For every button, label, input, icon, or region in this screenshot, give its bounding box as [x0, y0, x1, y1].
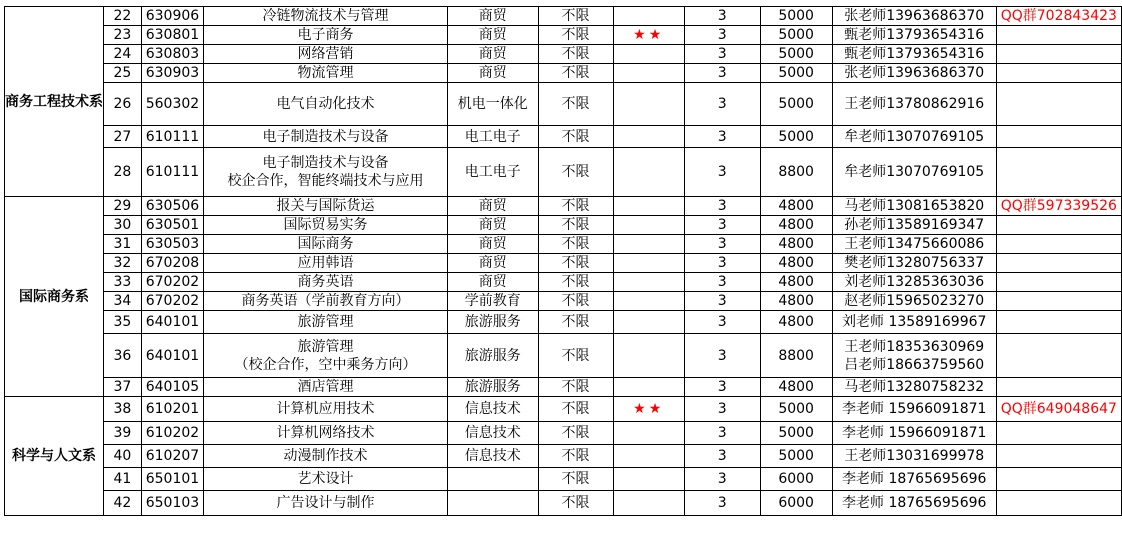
- major-name: [204, 216, 448, 235]
- study-years: 3: [684, 378, 760, 397]
- category: 信息技术: [447, 445, 538, 468]
- enrollment-limit: 不限: [538, 334, 613, 378]
- table-row: [5, 311, 1122, 334]
- department-cell: 科学与人文系: [5, 397, 104, 516]
- row-number: 42: [104, 491, 142, 516]
- contact-line: 吕老师18663759560: [844, 356, 985, 373]
- rating-stars: [613, 292, 684, 311]
- major-name-line: 物流管理: [297, 65, 354, 81]
- major-name-line: 电子商务: [297, 27, 354, 43]
- qq-group: [996, 334, 1121, 378]
- study-years: 3: [684, 397, 760, 422]
- contact-line: 赵老师15965023270: [844, 293, 985, 309]
- major-code: 610201: [141, 397, 203, 422]
- major-code: 640101: [141, 334, 203, 378]
- row-number: 31: [104, 235, 142, 254]
- tuition-fee: 6000: [760, 468, 832, 491]
- category: [447, 491, 538, 516]
- major-name-line: 校企合作，智能终端技术与应用: [227, 173, 424, 189]
- row-number: 24: [104, 45, 142, 64]
- tuition-fee: 5000: [760, 126, 832, 148]
- study-years: 3: [684, 254, 760, 273]
- contact-line: 牟老师13070769105: [844, 128, 985, 145]
- contact-teacher: [832, 292, 996, 311]
- contact-teacher: [832, 334, 996, 378]
- row-number: 30: [104, 216, 142, 235]
- rating-stars: [613, 148, 684, 197]
- table-row: [5, 254, 1122, 273]
- contact-line: 李老师 15966091871: [842, 425, 987, 441]
- contact-line: 孙老师13589169347: [844, 217, 985, 233]
- table-row: [5, 235, 1122, 254]
- contact-teacher: [832, 254, 996, 273]
- category: 商贸: [447, 197, 538, 216]
- contact-teacher: [832, 397, 996, 422]
- qq-group: [996, 216, 1121, 235]
- category: 信息技术: [447, 397, 538, 422]
- table-row: [5, 422, 1122, 445]
- table-row: [5, 64, 1122, 83]
- qq-group: [996, 235, 1121, 254]
- rating-stars: [613, 273, 684, 292]
- contact-teacher: [832, 126, 996, 148]
- rating-stars: [613, 334, 684, 378]
- contact-line: 刘老师13285363036: [844, 274, 985, 290]
- category: 商贸: [447, 235, 538, 254]
- category: 商贸: [447, 254, 538, 273]
- contact-line: 王老师13780862916: [844, 96, 985, 112]
- major-name-line: 国际商务: [297, 236, 354, 252]
- major-name-line: 网络营销: [297, 46, 354, 62]
- contact-teacher: [832, 235, 996, 254]
- contact-line: 李老师 15966091871: [842, 401, 987, 417]
- row-number: 32: [104, 254, 142, 273]
- enrollment-limit: 不限: [538, 45, 613, 64]
- tuition-fee: 5000: [760, 7, 832, 26]
- major-name: [204, 7, 448, 26]
- category: 商贸: [447, 7, 538, 26]
- table-row: [5, 26, 1122, 45]
- contact-teacher: [832, 216, 996, 235]
- table-row: [5, 45, 1122, 64]
- table-row: [5, 126, 1122, 148]
- major-name: [204, 378, 448, 397]
- enrollment-limit: 不限: [538, 468, 613, 491]
- row-number: 34: [104, 292, 142, 311]
- row-number: 41: [104, 468, 142, 491]
- department-cell: 商务工程技术系: [5, 7, 104, 197]
- qq-group: [996, 26, 1121, 45]
- study-years: 3: [684, 235, 760, 254]
- department-cell: 国际商务系: [5, 197, 104, 397]
- enrollment-limit: 不限: [538, 422, 613, 445]
- major-name: [204, 491, 448, 516]
- major-name: [204, 45, 448, 64]
- enrollment-limit: 不限: [538, 235, 613, 254]
- tuition-fee: 4800: [760, 235, 832, 254]
- row-number: 23: [104, 26, 142, 45]
- contact-teacher: [832, 45, 996, 64]
- major-name-line: 报关与国际货运: [276, 198, 375, 214]
- tuition-fee: 5000: [760, 26, 832, 45]
- enrollment-limit: 不限: [538, 216, 613, 235]
- contact-teacher: [832, 378, 996, 397]
- contact-line: 李老师 18765695696: [842, 471, 987, 487]
- table-row: [5, 83, 1122, 126]
- major-code: 610202: [141, 422, 203, 445]
- qq-group: QQ群649048647: [996, 397, 1121, 422]
- enrollment-limit: 不限: [538, 83, 613, 126]
- major-code: 630503: [141, 235, 203, 254]
- study-years: 3: [684, 216, 760, 235]
- major-code: 630801: [141, 26, 203, 45]
- row-number: 28: [104, 148, 142, 197]
- qq-group: [996, 45, 1121, 64]
- qq-group: QQ群597339526: [996, 197, 1121, 216]
- enrollment-limit: 不限: [538, 197, 613, 216]
- tuition-fee: 5000: [760, 397, 832, 422]
- row-number: 25: [104, 64, 142, 83]
- study-years: 3: [684, 491, 760, 516]
- qq-group: [996, 64, 1121, 83]
- rating-stars: ★★: [613, 397, 684, 422]
- contact-line: 马老师13081653820: [844, 198, 985, 214]
- contact-teacher: [832, 148, 996, 197]
- category: 旅游服务: [447, 334, 538, 378]
- qq-group: QQ群702843423: [996, 7, 1121, 26]
- major-code: 630906: [141, 7, 203, 26]
- rating-stars: [613, 216, 684, 235]
- category: 商贸: [447, 273, 538, 292]
- major-name-line: 应用韩语: [297, 255, 354, 271]
- table-row: [5, 468, 1122, 491]
- contact-teacher: [832, 273, 996, 292]
- contact-line: 牟老师13070769105: [844, 164, 985, 180]
- qq-group: [996, 491, 1121, 516]
- category: 信息技术: [447, 422, 538, 445]
- major-name: [204, 235, 448, 254]
- major-name: [204, 83, 448, 126]
- table-row: [5, 445, 1122, 468]
- row-number: 36: [104, 334, 142, 378]
- study-years: 3: [684, 197, 760, 216]
- rating-stars: [613, 126, 684, 148]
- study-years: 3: [684, 334, 760, 378]
- enrollment-limit: 不限: [538, 26, 613, 45]
- major-name-line: 计算机网络技术: [276, 425, 375, 441]
- row-number: 37: [104, 378, 142, 397]
- table-row: [5, 7, 1122, 26]
- major-name-line: 酒店管理: [297, 379, 354, 395]
- contact-line: 马老师13280758232: [844, 379, 985, 395]
- enrollment-limit: 不限: [538, 7, 613, 26]
- table-row: [5, 148, 1122, 197]
- contact-line: 张老师13963686370: [844, 8, 985, 24]
- enrollment-limit: 不限: [538, 378, 613, 397]
- major-name: [204, 197, 448, 216]
- study-years: 3: [684, 273, 760, 292]
- qq-group: [996, 422, 1121, 445]
- contact-teacher: [832, 197, 996, 216]
- qq-group: [996, 311, 1121, 334]
- major-code: 610111: [141, 126, 203, 148]
- major-name: [204, 64, 448, 83]
- enrollment-limit: 不限: [538, 148, 613, 197]
- tuition-fee: 4800: [760, 311, 832, 334]
- row-number: 29: [104, 197, 142, 216]
- qq-group: [996, 468, 1121, 491]
- major-code: 650103: [141, 491, 203, 516]
- tuition-fee: 5000: [760, 64, 832, 83]
- major-name: [204, 292, 448, 311]
- rating-stars: [613, 445, 684, 468]
- tuition-fee: 5000: [760, 445, 832, 468]
- tuition-fee: 4800: [760, 273, 832, 292]
- category: [447, 468, 538, 491]
- contact-line: 甄老师13793654316: [844, 46, 985, 62]
- tuition-fee: 5000: [760, 83, 832, 126]
- qq-group: [996, 126, 1121, 148]
- qq-group: [996, 273, 1121, 292]
- contact-teacher: [832, 7, 996, 26]
- table-row: [5, 216, 1122, 235]
- rating-stars: [613, 378, 684, 397]
- table-body: [5, 7, 1122, 516]
- major-code: 630903: [141, 64, 203, 83]
- category: 商贸: [447, 45, 538, 64]
- major-code: 630506: [141, 197, 203, 216]
- rating-stars: [613, 197, 684, 216]
- study-years: 3: [684, 422, 760, 445]
- major-name-line: 电子制造技术与设备: [262, 155, 389, 171]
- table-row: [5, 292, 1122, 311]
- qq-group: [996, 254, 1121, 273]
- study-years: 3: [684, 292, 760, 311]
- category: 商贸: [447, 26, 538, 45]
- major-name: [204, 148, 448, 197]
- major-name-line: 冷链物流技术与管理: [262, 8, 389, 24]
- major-name: [204, 26, 448, 45]
- study-years: 3: [684, 26, 760, 45]
- contact-teacher: [832, 83, 996, 126]
- enrollment-limit: 不限: [538, 64, 613, 83]
- study-years: 3: [684, 83, 760, 126]
- contact-line: 李老师 18765695696: [842, 495, 987, 511]
- category: 旅游服务: [447, 378, 538, 397]
- row-number: 35: [104, 311, 142, 334]
- major-name: [204, 397, 448, 422]
- table-row: [5, 397, 1122, 422]
- contact-teacher: [832, 64, 996, 83]
- major-name-line: 计算机应用技术: [276, 401, 375, 417]
- study-years: 3: [684, 445, 760, 468]
- row-number: 39: [104, 422, 142, 445]
- qq-group: [996, 378, 1121, 397]
- enrollment-limit: 不限: [538, 292, 613, 311]
- major-name: [204, 422, 448, 445]
- study-years: 3: [684, 468, 760, 491]
- major-name-line: 艺术设计: [297, 471, 354, 487]
- rating-stars: [613, 311, 684, 334]
- contact-teacher: [832, 311, 996, 334]
- row-number: 27: [104, 126, 142, 148]
- major-name: [204, 445, 448, 468]
- study-years: 3: [684, 7, 760, 26]
- contact-teacher: [832, 491, 996, 516]
- rating-stars: ★★: [613, 26, 684, 45]
- major-code: 670202: [141, 273, 203, 292]
- rating-stars: [613, 468, 684, 491]
- rating-stars: [613, 7, 684, 26]
- contact-teacher: [832, 26, 996, 45]
- row-number: 33: [104, 273, 142, 292]
- qq-group: [996, 83, 1121, 126]
- table-row: [5, 273, 1122, 292]
- enrollment-limit: 不限: [538, 273, 613, 292]
- contact-line: 刘老师 13589169967: [842, 314, 987, 330]
- contact-line: 王老师18353630969: [844, 338, 985, 355]
- tuition-fee: 6000: [760, 491, 832, 516]
- major-name: [204, 126, 448, 148]
- major-name-line: （校企合作，空中乘务方向）: [234, 356, 417, 373]
- enrollment-limit: 不限: [538, 254, 613, 273]
- enrollment-limit: 不限: [538, 491, 613, 516]
- contact-teacher: [832, 445, 996, 468]
- tuition-fee: 8800: [760, 334, 832, 378]
- major-code: 630501: [141, 216, 203, 235]
- major-name: [204, 273, 448, 292]
- tuition-fee: 8800: [760, 148, 832, 197]
- major-name-line: 动漫制作技术: [283, 448, 368, 464]
- major-code: 610111: [141, 148, 203, 197]
- major-name-line: 旅游管理: [297, 338, 354, 355]
- major-code: 640105: [141, 378, 203, 397]
- contact-line: 王老师13031699978: [844, 448, 985, 464]
- study-years: 3: [684, 45, 760, 64]
- enrollment-limit: 不限: [538, 126, 613, 148]
- rating-stars: [613, 45, 684, 64]
- major-code: 560302: [141, 83, 203, 126]
- qq-group: [996, 292, 1121, 311]
- row-number: 40: [104, 445, 142, 468]
- rating-stars: [613, 254, 684, 273]
- major-name: [204, 334, 448, 378]
- contact-teacher: [832, 468, 996, 491]
- enrollment-table: [4, 6, 1122, 516]
- major-name-line: 电子制造技术与设备: [262, 128, 389, 145]
- category: 商贸: [447, 216, 538, 235]
- enrollment-limit: 不限: [538, 445, 613, 468]
- rating-stars: [613, 83, 684, 126]
- qq-group: [996, 148, 1121, 197]
- major-name-line: 商务英语（学前教育方向）: [241, 293, 410, 309]
- major-name-line: 旅游管理: [297, 314, 354, 330]
- contact-teacher: [832, 422, 996, 445]
- table-row: [5, 197, 1122, 216]
- major-code: 610207: [141, 445, 203, 468]
- row-number: 38: [104, 397, 142, 422]
- table-row: [5, 378, 1122, 397]
- category: 商贸: [447, 64, 538, 83]
- major-name-line: 电气自动化技术: [276, 96, 375, 112]
- major-code: 670208: [141, 254, 203, 273]
- rating-stars: [613, 64, 684, 83]
- rating-stars: [613, 422, 684, 445]
- major-code: 640101: [141, 311, 203, 334]
- rating-stars: [613, 491, 684, 516]
- row-number: 26: [104, 83, 142, 126]
- tuition-fee: 4800: [760, 254, 832, 273]
- contact-line: 王老师13475660086: [844, 236, 985, 252]
- study-years: 3: [684, 148, 760, 197]
- table-row: [5, 491, 1122, 516]
- major-name-line: 国际贸易实务: [283, 217, 368, 233]
- contact-line: 樊老师13280756337: [844, 255, 985, 271]
- category: 旅游服务: [447, 311, 538, 334]
- major-code: 630803: [141, 45, 203, 64]
- tuition-fee: 5000: [760, 45, 832, 64]
- table-row: [5, 334, 1122, 378]
- major-code: 650101: [141, 468, 203, 491]
- qq-group: [996, 445, 1121, 468]
- enrollment-limit: 不限: [538, 397, 613, 422]
- row-number: 22: [104, 7, 142, 26]
- category: 电工电子: [447, 126, 538, 148]
- major-code: 670202: [141, 292, 203, 311]
- rating-stars: [613, 235, 684, 254]
- major-name: [204, 311, 448, 334]
- category: 电工电子: [447, 148, 538, 197]
- contact-line: 甄老师13793654316: [844, 27, 985, 43]
- tuition-fee: 4800: [760, 292, 832, 311]
- category: 学前教育: [447, 292, 538, 311]
- tuition-fee: 5000: [760, 422, 832, 445]
- tuition-fee: 4800: [760, 378, 832, 397]
- study-years: 3: [684, 64, 760, 83]
- tuition-fee: 4800: [760, 197, 832, 216]
- study-years: 3: [684, 126, 760, 148]
- tuition-fee: 4800: [760, 216, 832, 235]
- major-name: [204, 254, 448, 273]
- major-name-line: 广告设计与制作: [276, 495, 375, 511]
- study-years: 3: [684, 311, 760, 334]
- contact-line: 张老师13963686370: [844, 65, 985, 81]
- major-name: [204, 468, 448, 491]
- enrollment-limit: 不限: [538, 311, 613, 334]
- major-name-line: 商务英语: [297, 274, 354, 290]
- category: 机电一体化: [447, 83, 538, 126]
